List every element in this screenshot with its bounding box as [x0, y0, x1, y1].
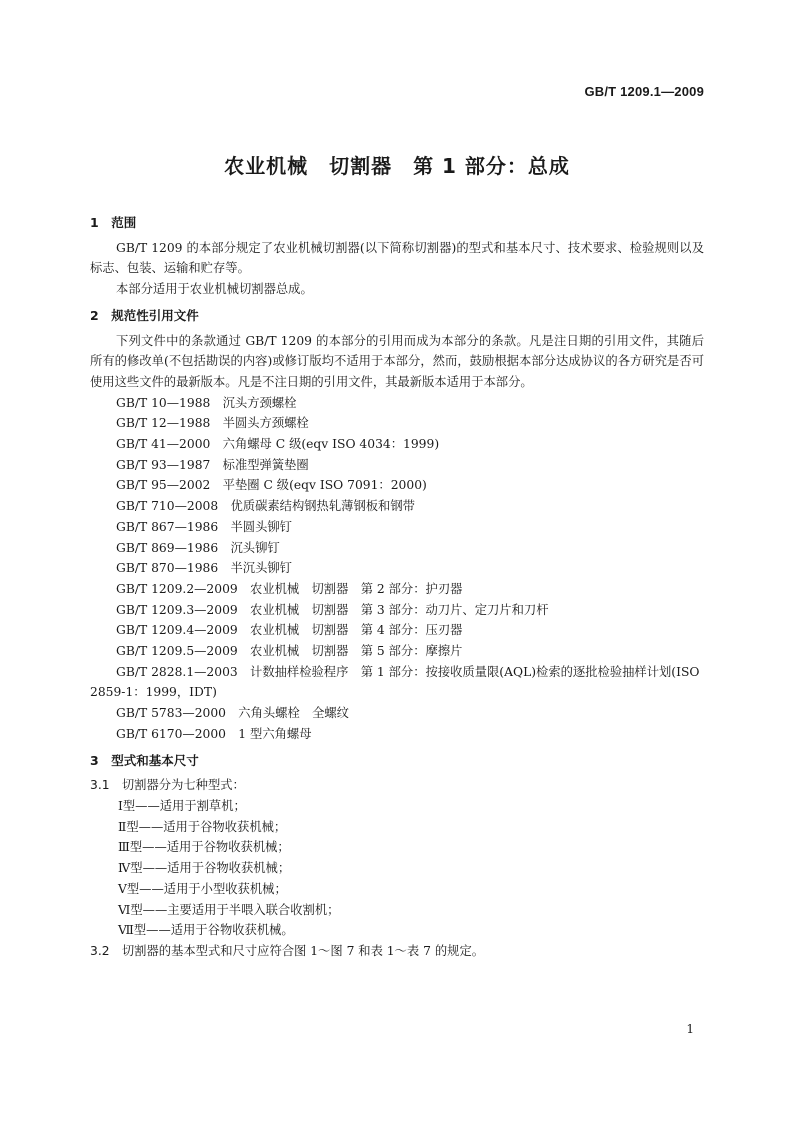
- standard-code: GB/T 1209.1—2009: [584, 84, 704, 99]
- scope-paragraph: GB/T 1209 的本部分规定了农业机械切割器(以下简称切割器)的型式和基本尺寸、技术要求、检验规则以及标志、包装、运输和贮存等。: [90, 240, 704, 276]
- page-number: 1: [686, 1022, 694, 1036]
- section-2-heading: 2 规范性引用文件: [90, 307, 199, 323]
- reference-item: GB/T 10—1988 沉头方颈螺栓: [116, 395, 297, 410]
- reference-item: GB/T 869—1986 沉头铆钉: [116, 540, 280, 555]
- type-list-item: Ⅴ型——适用于小型收获机械；: [118, 881, 287, 896]
- reference-item: GB/T 5783—2000 六角头螺栓 全螺纹: [116, 706, 349, 721]
- clause-text: 切割器分为七种型式：: [121, 778, 245, 793]
- document-title: 农业机械 切割器 第 1 部分：总成: [224, 154, 570, 178]
- reference-item: GB/T 2828.1—2003 计数抽样检验程序 第 1 部分：按接收质量限(AQL)检索的逐批检验抽样计划(ISO 2859-1：1999，IDT): [90, 664, 700, 700]
- type-list-item: Ⅰ型——适用于割草机；: [118, 798, 246, 813]
- clause-text: 切割器的基本型式和尺寸应符合图 1～图 7 和表 1～表 7 的规定。: [121, 943, 485, 958]
- reference-item: GB/T 1209.5—2009 农业机械 切割器 第 5 部分：摩擦片: [116, 644, 463, 659]
- document-body: [90, 213, 704, 962]
- normative-refs-intro: 下列文件中的条款通过 GB/T 1209 的本部分的引用而成为本部分的条款。凡是注日期的引用文件，其随后所有的修改单(不包括勘误的内容)或修订版均不适用于本部分，然而，鼓励根据本部分达成协议的各方研究是否可使用这些文件的最新版本。凡是不注日期的引用文件，其最新版本适用于本部分。: [90, 333, 704, 389]
- section-3-heading: 3 型式和基本尺寸: [90, 752, 199, 768]
- reference-item: GB/T 95—2002 平垫圈 C 级(eqv ISO 7091：2000): [116, 478, 427, 493]
- type-list-item: Ⅳ型——适用于谷物收获机械；: [118, 861, 291, 876]
- scope-paragraph: 本部分适用于农业机械切割器总成。: [116, 282, 313, 297]
- reference-item: GB/T 6170—2000 1 型六角螺母: [116, 726, 312, 741]
- reference-item: GB/T 867—1986 半圆头铆钉: [116, 519, 292, 534]
- reference-item: GB/T 93—1987 标准型弹簧垫圈: [116, 457, 309, 472]
- section-1-heading: 1 范围: [90, 215, 137, 230]
- clause-number: 3.1: [90, 778, 110, 793]
- reference-item: GB/T 710—2008 优质碳素结构钢热轧薄钢板和钢带: [116, 499, 415, 514]
- reference-item: GB/T 1209.4—2009 农业机械 切割器 第 4 部分：压刃器: [116, 623, 463, 638]
- type-list-item: Ⅵ型——主要适用于半喂入联合收割机；: [118, 902, 340, 917]
- reference-item: GB/T 1209.3—2009 农业机械 切割器 第 3 部分：动刀片、定刀片和刀杆: [116, 602, 549, 617]
- reference-item: GB/T 1209.2—2009 农业机械 切割器 第 2 部分：护刃器: [116, 581, 463, 596]
- reference-item: GB/T 870—1986 半沉头铆钉: [116, 561, 292, 576]
- reference-item: GB/T 12—1988 半圆头方颈螺栓: [116, 416, 309, 431]
- type-list-item: Ⅶ型——适用于谷物收获机械。: [118, 923, 294, 938]
- reference-item: GB/T 41—2000 六角螺母 C 级(eqv ISO 4034：1999): [116, 437, 440, 452]
- type-list-item: Ⅱ型——适用于谷物收获机械；: [118, 819, 287, 834]
- clause-number: 3.2: [90, 943, 110, 958]
- type-list-item: Ⅲ型——适用于谷物收获机械；: [118, 840, 290, 855]
- clause-3-1: [90, 775, 704, 796]
- clause-3-2: [90, 941, 704, 962]
